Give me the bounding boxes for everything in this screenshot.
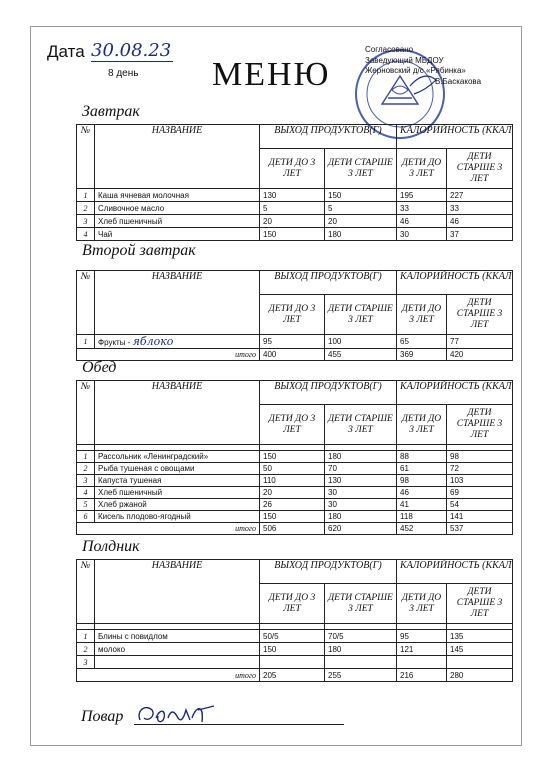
approval-signer: В.Баскакова — [435, 76, 482, 86]
col-header-name: НАЗВАНИЕ — [95, 271, 260, 335]
cal-young: 61 — [397, 463, 447, 475]
row-num: 1 — [77, 335, 95, 349]
approval-line: Согласовано — [365, 45, 414, 54]
cal-old: 46 — [447, 215, 513, 228]
breakfast-table — [76, 124, 513, 241]
row-num: 3 — [77, 475, 95, 487]
col-header-old-cal: ДЕТИ СТАРШЕ 3 ЛЕТ — [447, 584, 513, 624]
table-row — [77, 487, 513, 499]
col-header-num: № — [77, 381, 95, 445]
cal-young: 88 — [397, 451, 447, 463]
cal-young: 118 — [397, 511, 447, 523]
cal-young: 41 — [397, 499, 447, 511]
section-title-breakfast: Завтрак — [82, 103, 140, 120]
col-header-young-cal: ДЕТИ ДО 3 ЛЕТ — [397, 584, 447, 624]
col-header-output: ВЫХОД ПРОДУКТОВ(Г) — [260, 560, 397, 584]
table-row — [77, 202, 513, 215]
total-label: итого — [77, 349, 260, 361]
cal-old: 37 — [447, 228, 513, 241]
output-young: 50 — [260, 463, 325, 475]
table-row — [77, 335, 513, 349]
cal-old: 103 — [447, 475, 513, 487]
cal-old: 77 — [447, 335, 513, 349]
dish-name: Рыба тушеная с овощами — [95, 463, 260, 475]
col-header-output: ВЫХОД ПРОДУКТОВ(Г) — [260, 125, 397, 149]
table-row — [77, 215, 513, 228]
total-output-old: 455 — [325, 349, 397, 361]
output-young: 110 — [260, 475, 325, 487]
output-young — [260, 656, 325, 669]
table-row — [77, 499, 513, 511]
col-header-old-cal: ДЕТИ СТАРШЕ 3 ЛЕТ — [447, 295, 513, 335]
output-young: 26 — [260, 499, 325, 511]
total-row — [77, 669, 513, 682]
output-old: 180 — [325, 451, 397, 463]
col-header-old: ДЕТИ СТАРШЕ 3 ЛЕТ — [325, 295, 397, 335]
output-old: 70/5 — [325, 630, 397, 643]
col-header-calories: КАЛОРИЙНОСТЬ (ККАЛ — [397, 560, 513, 584]
total-output-old: 620 — [325, 523, 397, 535]
dish-name — [95, 656, 260, 669]
col-header-num: № — [77, 125, 95, 189]
row-num: 6 — [77, 511, 95, 523]
dish-name-cell — [95, 335, 260, 349]
cal-young: 95 — [397, 630, 447, 643]
cal-old: 135 — [447, 630, 513, 643]
total-output-young: 400 — [260, 349, 325, 361]
output-old — [325, 656, 397, 669]
dish-name: Хлеб ржаной — [95, 499, 260, 511]
second-breakfast-table — [76, 270, 513, 361]
dish-name: Хлеб пшеничный — [95, 215, 260, 228]
col-header-young: ДЕТИ ДО 3 ЛЕТ — [260, 584, 325, 624]
row-num: 4 — [77, 228, 95, 241]
cal-young: 33 — [397, 202, 447, 215]
col-header-output: ВЫХОД ПРОДУКТОВ(Г) — [260, 271, 397, 295]
row-num: 2 — [77, 202, 95, 215]
output-old: 180 — [325, 643, 397, 656]
output-old: 150 — [325, 189, 397, 202]
row-num: 5 — [77, 499, 95, 511]
output-young: 150 — [260, 511, 325, 523]
cal-young: 65 — [397, 335, 447, 349]
day-label: 8 день — [108, 68, 139, 79]
col-header-old: ДЕТИ СТАРШЕ 3 ЛЕТ — [325, 405, 397, 445]
output-young: 20 — [260, 487, 325, 499]
lunch-table — [76, 380, 513, 535]
handwritten-fruit: яблоко — [132, 335, 174, 348]
cal-old: 141 — [447, 511, 513, 523]
approval-line: Жерновский д/с «Рябинка» — [365, 66, 466, 75]
dish-name: Кисель плодово-ягодный — [95, 511, 260, 523]
output-young: 130 — [260, 189, 325, 202]
table-row — [77, 656, 513, 669]
row-num: 1 — [77, 451, 95, 463]
table-row — [77, 228, 513, 241]
col-header-num: № — [77, 271, 95, 335]
col-header-young-cal: ДЕТИ ДО 3 ЛЕТ — [397, 295, 447, 335]
cal-young: 98 — [397, 475, 447, 487]
col-header-num: № — [77, 560, 95, 624]
date-value: 30.08.23 — [91, 40, 172, 61]
cal-young: 30 — [397, 228, 447, 241]
cal-old: 145 — [447, 643, 513, 656]
col-header-young: ДЕТИ ДО 3 ЛЕТ — [260, 295, 325, 335]
dish-name: Блины с повидлом — [95, 630, 260, 643]
date-label: Дата — [47, 42, 85, 61]
col-header-name: НАЗВАНИЕ — [95, 381, 260, 445]
row-num: 1 — [77, 189, 95, 202]
dish-name: Фрукты - — [98, 338, 131, 347]
cal-old: 227 — [447, 189, 513, 202]
section-title-lunch: Обед — [82, 359, 117, 376]
cal-old: 98 — [447, 451, 513, 463]
total-row — [77, 523, 513, 535]
total-output-old: 255 — [325, 669, 397, 682]
output-old: 70 — [325, 463, 397, 475]
dish-name: Сливочное масло — [95, 202, 260, 215]
section-title-second-breakfast: Второй завтрак — [82, 242, 196, 259]
total-cal-old: 537 — [447, 523, 513, 535]
output-old: 100 — [325, 335, 397, 349]
col-header-calories: КАЛОРИЙНОСТЬ (ККАЛ — [397, 381, 513, 405]
dish-name: Рассольник «Ленинградский» — [95, 451, 260, 463]
total-row — [77, 349, 513, 361]
dish-name: Хлеб пшеничный — [95, 487, 260, 499]
col-header-young-cal: ДЕТИ ДО 3 ЛЕТ — [397, 149, 447, 189]
output-old: 130 — [325, 475, 397, 487]
total-label: итого — [77, 523, 260, 535]
row-num: 4 — [77, 487, 95, 499]
total-output-young: 506 — [260, 523, 325, 535]
total-cal-old: 420 — [447, 349, 513, 361]
output-old: 30 — [325, 487, 397, 499]
output-young: 150 — [260, 643, 325, 656]
output-old: 180 — [325, 228, 397, 241]
col-header-name: НАЗВАНИЕ — [95, 560, 260, 624]
dish-name: Капуста тушеная — [95, 475, 260, 487]
col-header-old: ДЕТИ СТАРШЕ 3 ЛЕТ — [325, 149, 397, 189]
table-row — [77, 189, 513, 202]
col-header-old-cal: ДЕТИ СТАРШЕ 3 ЛЕТ — [447, 405, 513, 445]
total-cal-young: 452 — [397, 523, 447, 535]
col-header-calories: КАЛОРИЙНОСТЬ (ККАЛ — [397, 125, 513, 149]
col-header-name: НАЗВАНИЕ — [95, 125, 260, 189]
table-row — [77, 463, 513, 475]
col-header-old: ДЕТИ СТАРШЕ 3 ЛЕТ — [325, 584, 397, 624]
row-num: 2 — [77, 463, 95, 475]
total-cal-young: 369 — [397, 349, 447, 361]
output-old: 180 — [325, 511, 397, 523]
output-young: 50/5 — [260, 630, 325, 643]
table-row — [77, 475, 513, 487]
total-cal-young: 216 — [397, 669, 447, 682]
cal-old: 69 — [447, 487, 513, 499]
cal-old: 33 — [447, 202, 513, 215]
col-header-output: ВЫХОД ПРОДУКТОВ(Г) — [260, 381, 397, 405]
cal-old: 54 — [447, 499, 513, 511]
dish-name: молоко — [95, 643, 260, 656]
approval-line: Заведующий МБДОУ — [365, 55, 444, 65]
dish-name: Чай — [95, 228, 260, 241]
cal-young: 121 — [397, 643, 447, 656]
total-label: итого — [77, 669, 260, 682]
total-cal-old: 280 — [447, 669, 513, 682]
section-title-snack: Полдник — [82, 538, 140, 555]
cal-young — [397, 656, 447, 669]
output-young: 150 — [260, 451, 325, 463]
row-num: 2 — [77, 643, 95, 656]
row-num: 3 — [77, 656, 95, 669]
cook-signature — [134, 696, 224, 730]
output-young: 150 — [260, 228, 325, 241]
output-old: 20 — [325, 215, 397, 228]
total-output-young: 205 — [260, 669, 325, 682]
col-header-young: ДЕТИ ДО 3 ЛЕТ — [260, 149, 325, 189]
cal-young: 195 — [397, 189, 447, 202]
col-header-young-cal: ДЕТИ ДО 3 ЛЕТ — [397, 405, 447, 445]
cook-label: Повар — [81, 708, 124, 725]
table-row — [77, 451, 513, 463]
row-num: 3 — [77, 215, 95, 228]
col-header-old-cal: ДЕТИ СТАРШЕ 3 ЛЕТ — [447, 149, 513, 189]
approval-block — [365, 45, 535, 87]
cal-young: 46 — [397, 487, 447, 499]
col-header-young: ДЕТИ ДО 3 ЛЕТ — [260, 405, 325, 445]
output-young: 95 — [260, 335, 325, 349]
cal-old: 72 — [447, 463, 513, 475]
snack-table — [76, 559, 513, 682]
col-header-calories: КАЛОРИЙНОСТЬ (ККАЛ — [397, 271, 513, 295]
table-row — [77, 511, 513, 523]
output-old: 30 — [325, 499, 397, 511]
output-young: 20 — [260, 215, 325, 228]
page-title: МЕНЮ — [212, 56, 331, 93]
cal-young: 46 — [397, 215, 447, 228]
table-row — [77, 643, 513, 656]
dish-name: Каша ячневая молочная — [95, 189, 260, 202]
output-young: 5 — [260, 202, 325, 215]
row-num: 1 — [77, 630, 95, 643]
cal-old — [447, 656, 513, 669]
output-old: 5 — [325, 202, 397, 215]
table-row — [77, 630, 513, 643]
